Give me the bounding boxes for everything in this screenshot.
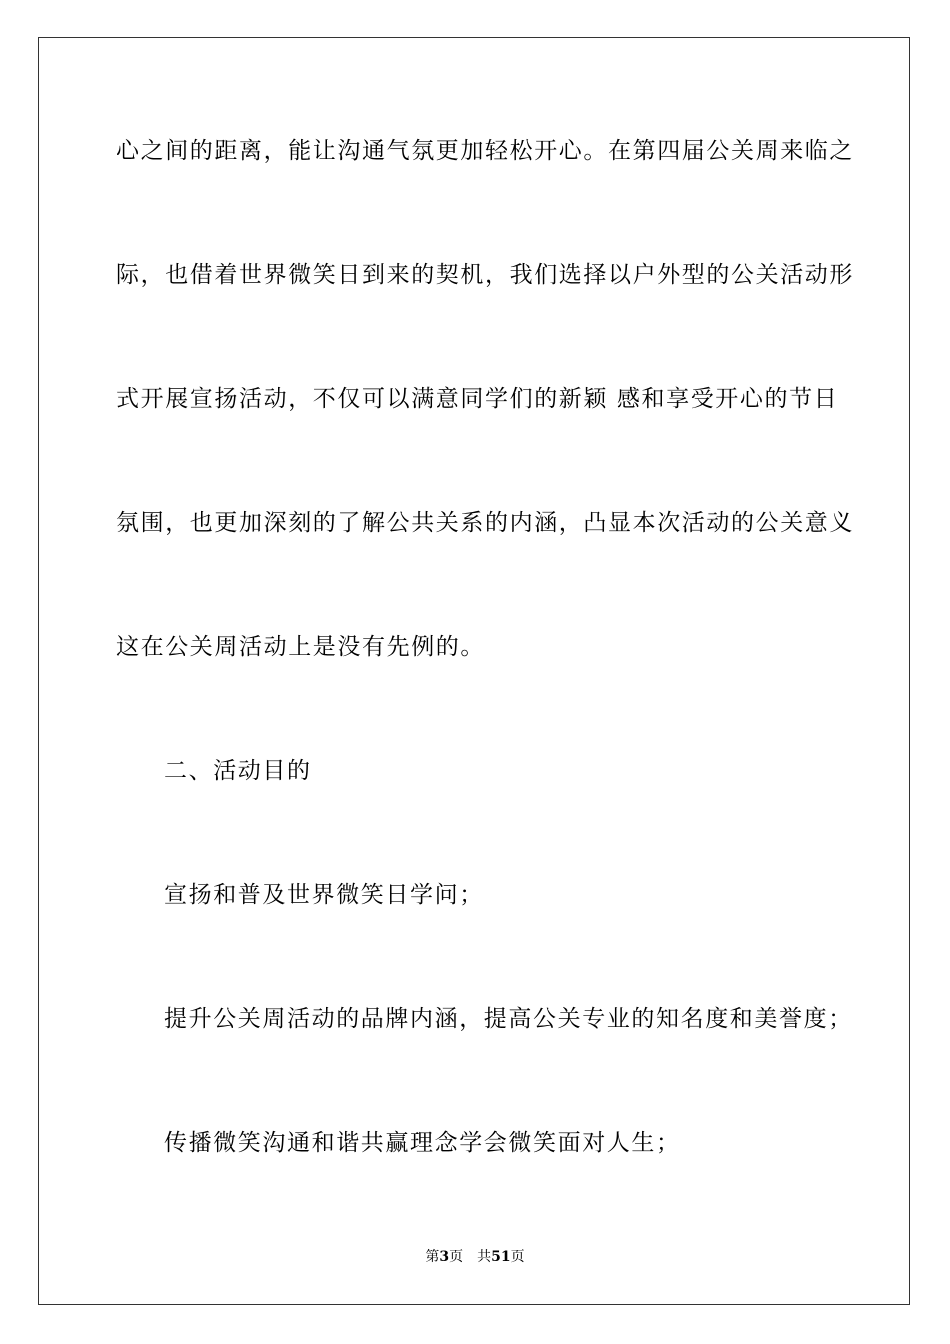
paragraph-line-4: 氛围，也更加深刻的了解公共关系的内涵，凸显本次活动的公关意义 [116, 510, 854, 536]
paragraph-line-1: 心之间的距离，能让沟通气氛更加轻松开心。在第四届公关周来临之 [116, 138, 854, 164]
footer-page-prefix: 第 [425, 1249, 440, 1265]
page-footer [0, 1248, 950, 1266]
section-heading: 二、活动目的 [164, 758, 312, 784]
footer-total-suffix: 页 [510, 1249, 525, 1265]
goal-item-2: 提升公关周活动的品牌内涵，提高公关专业的知名度和美誉度； [164, 1006, 853, 1032]
footer-page-number: 3 [439, 1249, 450, 1265]
goal-item-3: 传播微笑沟通和谐共赢理念学会微笑面对人生； [164, 1130, 681, 1156]
footer-total-pages: 51 [491, 1249, 511, 1265]
paragraph-line-5: 这在公关周活动上是没有先例的。 [116, 634, 485, 660]
paragraph-line-2: 际，也借着世界微笑日到来的契机，我们选择以户外型的公关活动形 [116, 262, 854, 288]
footer-page-suffix: 页 [449, 1249, 464, 1265]
footer-total-prefix: 共 [477, 1249, 492, 1265]
paragraph-line-3: 式开展宣扬活动，不仅可以满意同学们的新颖 感和享受开心的节日 [116, 386, 839, 412]
goal-item-1: 宣扬和普及世界微笑日学问； [164, 882, 484, 908]
page-border [38, 37, 910, 1305]
